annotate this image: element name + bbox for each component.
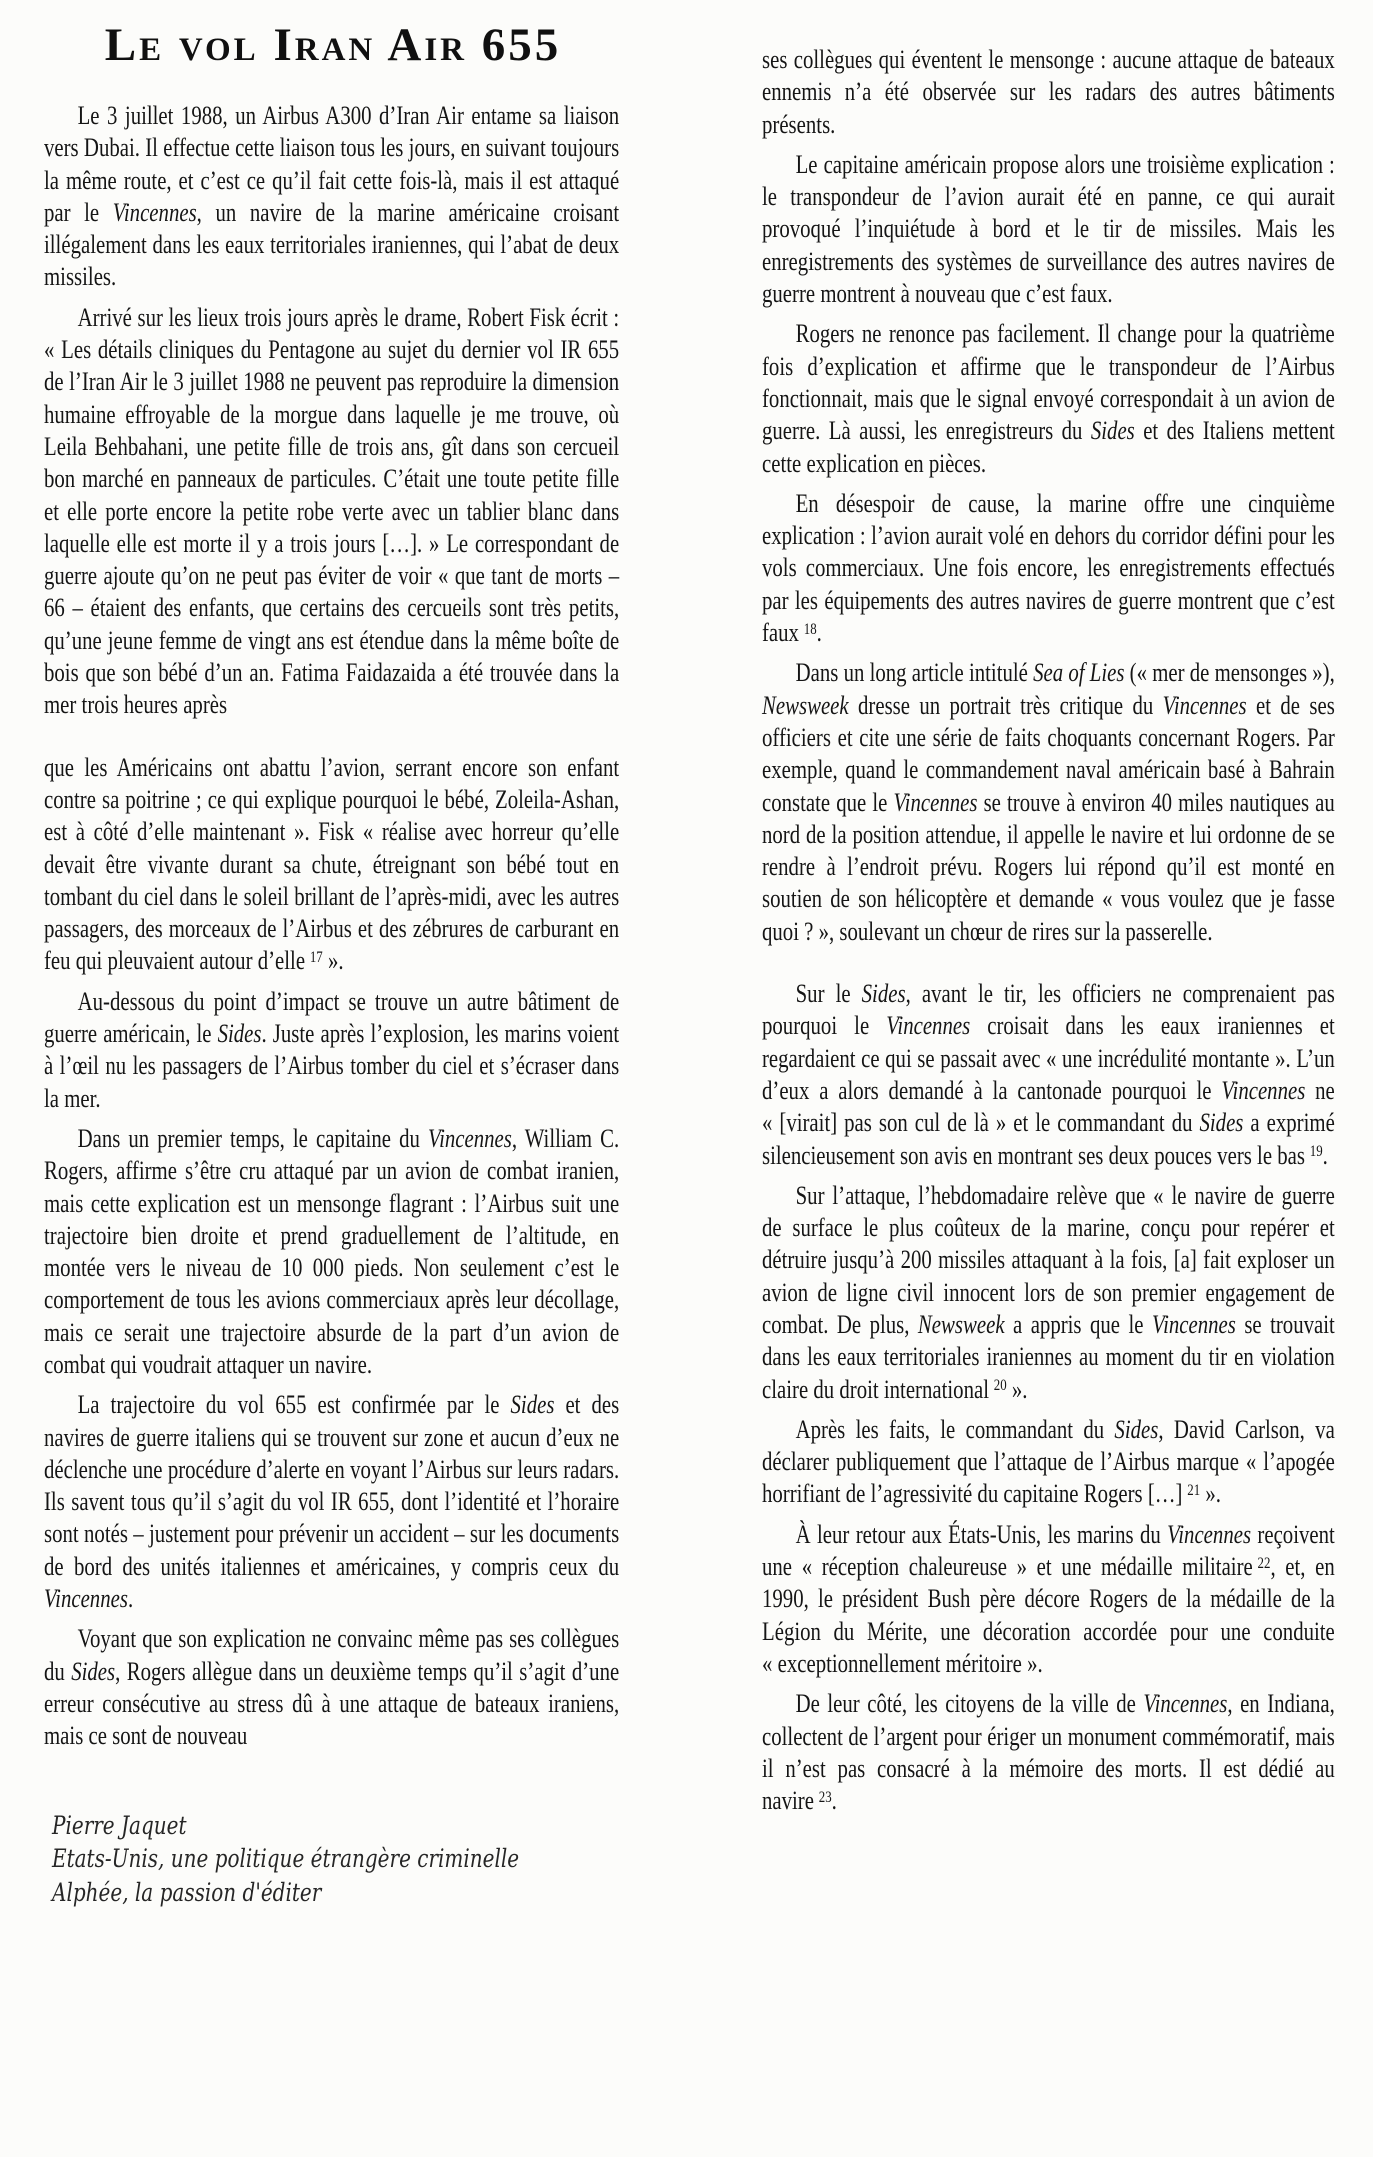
paragraph	[762, 978, 1335, 1172]
right-column	[762, 44, 1335, 1817]
text-run: ».	[1006, 1374, 1028, 1404]
text-run: , William C. Rogers, affirme s’être cru attaqué par un avion de combat iranien, mais cette explication est un mensonge flagrant : l’Airbus suit une trajectoire bien droite et prend graduellement de l’altitude, en montée vers le niveau de 10 000 pieds. Non seulement c’est le comportement de tous les avions commerciaux après leur décollage, mais ce serait une trajectoire absurde de la part d’un avion de combat qui voudrait attaquer un navire.	[44, 1123, 620, 1379]
left-column-text	[44, 100, 619, 1753]
left-column	[44, 100, 619, 1909]
text-run: .	[831, 1786, 837, 1816]
text-run: Arrivé sur les lieux trois jours après le drame, Robert Fisk écrit : « Les détails cliniques du Pentagone au sujet du dernier vol IR 655 de l’Iran Air le 3 juillet 1988 ne peuvent pas reproduire la dimension humaine effroyable de la morgue dans laquelle je me trouve, où Leila Behbahani, une petite fille de trois ans, gît dans son cercueil bon marché en panneaux de particules. C’était une toute petite fille et elle porte encore la petite robe verte avec un tablier blanc dans laquelle elle est morte il y a trois jours […]. » Le correspondant de guerre ajoute qu’on ne peut pas éviter de voir « que tant de morts – 66 – étaient des enfants, que certains des cercueils sont très petits, qu’une jeune femme de vingt ans est étendue dans la même boîte de bois que son bébé d’un an. Fatima Faidazaida a été trouvée dans la mer trois heures après	[44, 302, 620, 720]
italic-text: Sides	[217, 1019, 262, 1049]
text-run: et des navires de guerre italiens qui se trouvent sur zone et aucun d’eux ne déclenche une procédure d’alerte en voyant l’Airbus sur leurs radars. Ils savent tous qu’il s’agit du vol IR 655, dont l’identité et l’horaire sont notés – justement pour prévenir un accident – sur les documents de bord des unités italiennes et américaines, y compris ceux du	[44, 1390, 620, 1581]
text-run: De leur côté, les citoyens de la ville de	[795, 1689, 1144, 1719]
text-run: Sur l’attaque, l’hebdomadaire relève que « le navire de guerre de surface le plus coûteux de la marine, conçu pour repérer et détruire jusqu’à 200 missiles attaquant à la fois, [a] fait exploser un avion de ligne civil innocent lors de son premier engagement de combat. De plus,	[762, 1180, 1335, 1339]
text-run: Le 3 juillet 1988, un Airbus A300 d’Iran Air entame sa liaison vers Dubai. Il effectue cette liaison tous les jours, en suivant toujours la même route, et c’est ce qu’il fait cette fois-là, mais il est attaqué par le	[44, 101, 620, 227]
text-run: ses collègues qui éventent le mensonge : aucune attaque de bateaux ennemis n’a été observée sur les radars des autres bâtiments présents.	[762, 45, 1335, 139]
italic-text: Sides	[861, 979, 906, 1009]
text-run: ».	[1200, 1479, 1221, 1509]
footnote-ref: 20	[993, 1377, 1007, 1395]
text-run: Le capitaine américain propose alors une troisième explication : le transpondeur de l’avion aurait été en panne, ce qui aurait provoqué l’inquiétude à bord et le tir de missiles. Mais les enregistrements des systèmes de surveillance des autres navires de guerre montrent à nouveau que c’est faux.	[762, 149, 1335, 309]
text-run: .	[127, 1584, 134, 1614]
italic-text: Vincennes	[112, 197, 197, 227]
text-run: Voyant que son explication ne convainc même pas ses collègues du	[44, 1624, 620, 1686]
text-run: ».	[322, 946, 344, 976]
italic-text: Sides	[1090, 416, 1135, 446]
paragraph	[44, 1389, 619, 1615]
paragraph	[762, 1688, 1335, 1817]
paragraph	[44, 302, 619, 722]
italic-text: Sides	[1199, 1108, 1244, 1138]
text-run: Dans un premier temps, le capitaine du	[77, 1123, 428, 1153]
text-run: reçoivent une « réception chaleureuse » et une médaille militaire	[762, 1519, 1335, 1582]
text-run: croisait dans les eaux iraniennes et regardaient ce qui se passait avec « une incrédulité montante ». L’un d’eux a alors demandé à la cantonade pourquoi le	[762, 1011, 1335, 1105]
text-run: ne « [virait] pas son cul de là » et le commandant du	[762, 1075, 1335, 1138]
text-run: Au-dessous du point d’impact se trouve un autre bâtiment de guerre américain, le	[44, 986, 620, 1049]
text-run: se trouvait dans les eaux territoriales iraniennes au moment du tir en violation claire du droit international	[762, 1309, 1335, 1404]
italic-text: Vincennes	[1151, 1309, 1236, 1339]
italic-text: Sides	[1114, 1414, 1159, 1444]
text-run: Sur le	[795, 979, 862, 1009]
text-run: La trajectoire du vol 655 est confirmée par le	[77, 1390, 511, 1420]
text-run: a appris que le	[1004, 1309, 1152, 1339]
text-run: , en Indiana, collectent de l’argent pour ériger un monument commémoratif, mais il n’est pas consacré à la mémoire des morts. Il est dédié au navire	[762, 1689, 1335, 1816]
paragraph	[44, 986, 619, 1115]
text-run: .	[1322, 1140, 1328, 1170]
text-run: , un navire de la marine américaine croisant illégalement dans les eaux territoriales iraniennes, qui l’abat de deux missiles.	[44, 197, 620, 292]
italic-text: Sea of Lies	[1033, 658, 1125, 688]
footnote-ref: 22	[1257, 1554, 1271, 1572]
footnote-ref: 18	[803, 620, 817, 638]
text-run: Dans un long article intitulé	[795, 658, 1034, 688]
paragraph	[762, 149, 1335, 310]
text-run: . Juste après l’explosion, les marins voient à l’œil nu les passagers de l’Airbus tomber du ciel et s’écraser dans la mer.	[44, 1019, 620, 1113]
paragraph	[762, 1414, 1335, 1511]
credit-publisher: Alphée, la passion d'éditer	[52, 1877, 322, 1907]
paragraph	[762, 1519, 1335, 1680]
text-run: (« mer de mensonges »),	[1124, 658, 1335, 688]
italic-text: Newsweek	[762, 690, 849, 720]
paragraph	[44, 1623, 619, 1752]
paragraph	[762, 488, 1335, 649]
text-run: dresse un portrait très critique du	[848, 690, 1163, 720]
paragraph	[762, 318, 1335, 479]
footnote-ref: 19	[1309, 1143, 1323, 1161]
paragraph	[44, 1123, 619, 1381]
credit-book-title: Etats-Unis, une politique étrangère criminelle	[52, 1844, 520, 1874]
italic-text: Vincennes	[1167, 1519, 1252, 1549]
italic-text: Vincennes	[1221, 1075, 1306, 1105]
footnote-ref: 23	[818, 1788, 832, 1806]
text-run: À leur retour aux États-Unis, les marins du	[795, 1519, 1168, 1549]
text-run: , David Carlson, va déclarer publiquement que l’attaque de l’Airbus marque « l’apogée horrifiant de l’agressivité du capitaine Rogers […]	[762, 1414, 1335, 1509]
text-run: se trouve à environ 40 miles nautiques au nord de la position attendue, il appelle le navire et lui ordonne de se rendre à l’endroit prévu. Rogers lui répond qu’il est monté en soutien de son hélicoptère et demande « vous voulez que je fasse quoi ? », soulevant un chœur de rires sur la passerelle.	[762, 787, 1335, 946]
text-run: Rogers ne renonce pas facilement. Il change pour la quatrième fois d’explication et affirme que le transpondeur de l’Airbus fonctionnait, mais que le signal envoyé correspondait à un avion de guerre. Là aussi, les enregistreurs du	[762, 319, 1335, 446]
page-title: Le vol Iran Air 655	[104, 19, 562, 71]
italic-text: Sides	[510, 1390, 555, 1420]
credit-block	[44, 1809, 619, 1910]
credit-author: Pierre Jaquet	[52, 1810, 187, 1840]
italic-text: Vincennes	[893, 787, 978, 817]
text-run: et des Italiens mettent cette explication en pièces.	[762, 416, 1335, 478]
text-run: , Rogers allègue dans un deuxième temps qu’il s’agit d’une erreur consécutive au stress dû à une attaque de bateaux iraniens, mais ce sont de nouveau	[44, 1656, 620, 1751]
text-run: .	[816, 618, 822, 648]
text-run: , avant le tir, les officiers ne comprenaient pas pourquoi le	[762, 979, 1335, 1041]
italic-text: Newsweek	[917, 1309, 1005, 1339]
italic-text: Vincennes	[1162, 690, 1247, 720]
text-run: et de ses officiers et cite une série de faits choquants concernant Rogers. Par exemple, quand le commandement naval américain basé à Bahrain constate que le	[762, 690, 1335, 817]
italic-text: Vincennes	[427, 1123, 512, 1153]
text-run: a exprimé silencieusement son avis en montrant ses deux pouces vers le bas	[762, 1108, 1335, 1170]
paragraph	[44, 100, 619, 294]
paragraph	[44, 752, 619, 978]
right-column-text	[762, 44, 1335, 1817]
footnote-ref: 21	[1187, 1482, 1201, 1500]
italic-text: Vincennes	[1143, 1689, 1228, 1719]
italic-text: Vincennes	[44, 1584, 128, 1614]
paragraph	[762, 44, 1335, 141]
text-run: , et, en 1990, le président Bush père décore Rogers de la médaille de la Légion du Mérite, une décoration accordée pour une conduite « exceptionnellement méritoire ».	[762, 1552, 1335, 1678]
italic-text: Vincennes	[886, 1011, 971, 1041]
text-run: Après les faits, le commandant du	[795, 1414, 1115, 1444]
paragraph	[762, 1180, 1335, 1406]
text-run: que les Américains ont abattu l’avion, serrant encore son enfant contre sa poitrine ; ce qui explique pourquoi le bébé, Zoleila-Ashan, est à côté d’elle maintenant ». Fisk « réalise avec horreur qu’elle devait être vivante durant sa chute, étreignant son bébé tout en tombant du ciel dans le soleil brillant de l’après-midi, avec les autres passagers, des morceaux de l’Airbus et des zébrures de carburant en feu qui pleuvaient autour d’elle	[44, 752, 620, 976]
paragraph	[762, 657, 1335, 948]
text-run: En désespoir de cause, la marine offre une cinquième explication : l’avion aurait volé en dehors du corridor défini pour les vols commerciaux. Une fois encore, les enregistrements effectués par les équipements des autres navires de guerre montrent que c’est faux	[762, 488, 1335, 648]
italic-text: Sides	[71, 1656, 116, 1686]
footnote-ref: 17	[309, 949, 323, 967]
